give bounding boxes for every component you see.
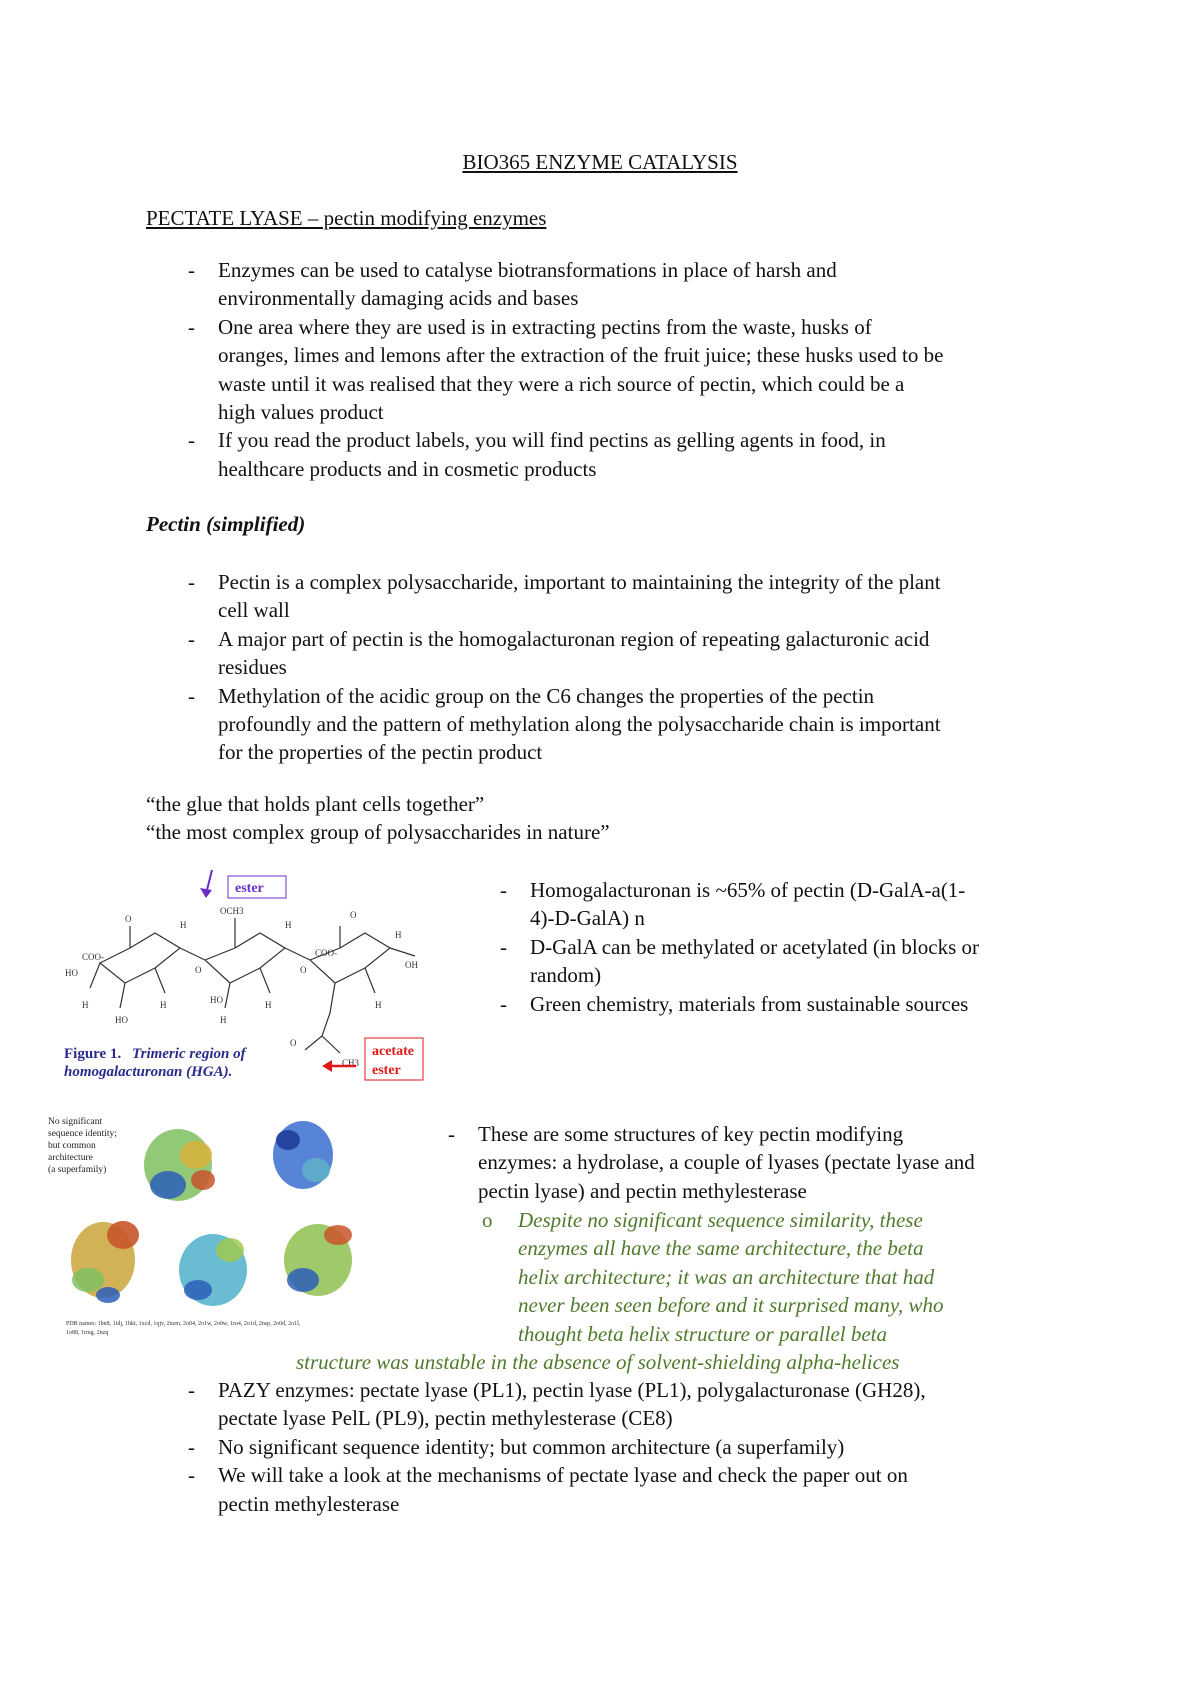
document-title: BIO365 ENZYME CATALYSIS [462, 150, 738, 174]
list-item: - A major part of pectin is the homogalacturonan region of repeating galacturonic acid residues [146, 625, 1106, 682]
protein-ribbon-4 [179, 1234, 247, 1306]
svg-text:COO-: COO- [82, 952, 104, 962]
protein-ribbon-2 [273, 1121, 333, 1189]
list-item: - D-GalA can be methylated or acetylated (in blocks or random) [458, 933, 1098, 990]
svg-text:(a superfamily): (a superfamily) [48, 1165, 107, 1175]
svg-text:architecture: architecture [48, 1153, 93, 1163]
svg-text:O: O [300, 965, 307, 975]
svg-text:H: H [395, 930, 402, 940]
list-item: - Enzymes can be used to catalyse biotransformations in place of harsh and environmentally damaging acids and bases [146, 256, 1106, 313]
svg-text:HO: HO [115, 1015, 128, 1025]
protein-ribbon-5 [284, 1224, 352, 1296]
list-item: - Methylation of the acidic group on the C6 changes the properties of the pectin profoundly and the pattern of methylation along the polysaccharide chain is important for the properties of the pectin product [146, 682, 1106, 767]
list-item: - Green chemistry, materials from sustainable sources [458, 990, 1098, 1018]
svg-text:H: H [285, 920, 292, 930]
figure-caption-line2: homogalacturonan (HGA). [64, 1064, 233, 1080]
ester-label: ester [235, 881, 264, 896]
list-item: - We will take a look at the mechanisms of pectate lyase and check the paper out on pectin methylesterase [146, 1461, 1106, 1518]
svg-text:HO: HO [65, 968, 78, 978]
svg-text:sequence identity;: sequence identity; [48, 1129, 117, 1139]
svg-text:CH3: CH3 [342, 1058, 360, 1068]
svg-text:H: H [180, 920, 187, 930]
svg-text:H: H [82, 1000, 89, 1010]
section1-bullet-list [146, 256, 1106, 483]
sub-bullet-tail: structure was unstable in the absence of solvent-shielding alpha-helices [296, 1350, 900, 1374]
svg-text:OCH3: OCH3 [220, 906, 244, 916]
svg-text:O: O [290, 1038, 297, 1048]
final-bullet-list [146, 1376, 1106, 1518]
svg-text:PDB names: 1bn8, 1idj, 1hkt, 1: PDB names: 1bn8, 1idj, 1hkt, 1xcd, 1qjv, 2nzm, 2o04, 2o1w, 2o0w, 1ru4, 2o1d, 2nsp, 2o0d, 2o1l, [66, 1321, 301, 1327]
list-item: - PAZY enzymes: pectate lyase (PL1), pectin lyase (PL1), polygalacturonase (GH28), pectate lyase PelL (PL9), pectin methylesterase (CE8) [146, 1376, 1106, 1433]
section2-bullet-list [146, 568, 1106, 767]
svg-text:1o88, 1rmg, 2nzq: 1o88, 1rmg, 2nzq [66, 1330, 109, 1336]
protein-ribbon-3 [71, 1221, 139, 1303]
section-heading-pectate-lyase: PECTATE LYASE – pectin modifying enzymes [146, 206, 547, 230]
protein-structures-figure [48, 1110, 418, 1345]
svg-text:OH: OH [405, 960, 418, 970]
svg-text:COO-: COO- [315, 948, 337, 958]
protein-ribbon-1 [144, 1129, 215, 1201]
acetate-arrowhead [322, 1060, 332, 1072]
svg-text:O: O [195, 965, 202, 975]
sub-bullet-beta-helix: o Despite no significant sequence similarity, these enzymes all have the same architecture, the beta helix architecture; it was an architecture that had never been seen before and it surprised many, who thought beta helix structure or parallel beta [482, 1208, 944, 1346]
section-heading-pectin: Pectin (simplified) [146, 512, 306, 536]
figure-caption-line1: Trimeric region of [132, 1046, 246, 1062]
hga-structure-figure [60, 868, 440, 1083]
svg-text:H: H [160, 1000, 167, 1010]
svg-text:but common: but common [48, 1141, 96, 1151]
figure2-footnote [66, 1321, 301, 1336]
svg-text:No significant: No significant [48, 1117, 103, 1127]
figure1-bullet-list [458, 876, 1098, 1018]
sugar-rings-drawing [90, 918, 415, 1053]
list-item: - No significant sequence identity; but common architecture (a superfamily) [146, 1433, 1106, 1461]
svg-text:H: H [265, 1000, 272, 1010]
list-item: - These are some structures of key pectin modifying enzymes: a hydrolase, a couple of lyases (pectate lyase and pectin lyase) and pectin methylesterase [406, 1120, 1096, 1205]
svg-text:O: O [125, 914, 132, 924]
quote-glue: “the glue that holds plant cells together” [146, 792, 485, 816]
figure2-bullet-list [406, 1120, 1096, 1205]
figure-caption-label: Figure 1. [64, 1046, 122, 1062]
svg-text:HO: HO [210, 995, 223, 1005]
figure2-side-label [48, 1116, 117, 1175]
list-item: - If you read the product labels, you will find pectins as gelling agents in food, in healthcare products and in cosmetic products [146, 426, 1106, 483]
list-item: - One area where they are used is in extracting pectins from the waste, husks of oranges, limes and lemons after the extraction of the fruit juice; these husks used to be waste until it was realised that they were a rich source of pectin, which could be a high values product [146, 313, 1106, 427]
svg-text:O: O [350, 910, 357, 920]
svg-text:H: H [375, 1000, 382, 1010]
list-item: - Pectin is a complex polysaccharide, important to maintaining the integrity of the plant cell wall [146, 568, 1106, 625]
ester-arrowhead [200, 888, 212, 898]
acetate-ester-label: ester [372, 1063, 401, 1078]
svg-text:H: H [220, 1015, 227, 1025]
sub-bullet-marker: o [482, 1208, 493, 1232]
acetate-label: acetate [372, 1044, 414, 1059]
list-item: - Homogalacturonan is ~65% of pectin (D-GalA-a(1- 4)-D-GalA) n [458, 876, 1098, 933]
quote-complex: “the most complex group of polysaccharides in nature” [146, 820, 610, 844]
